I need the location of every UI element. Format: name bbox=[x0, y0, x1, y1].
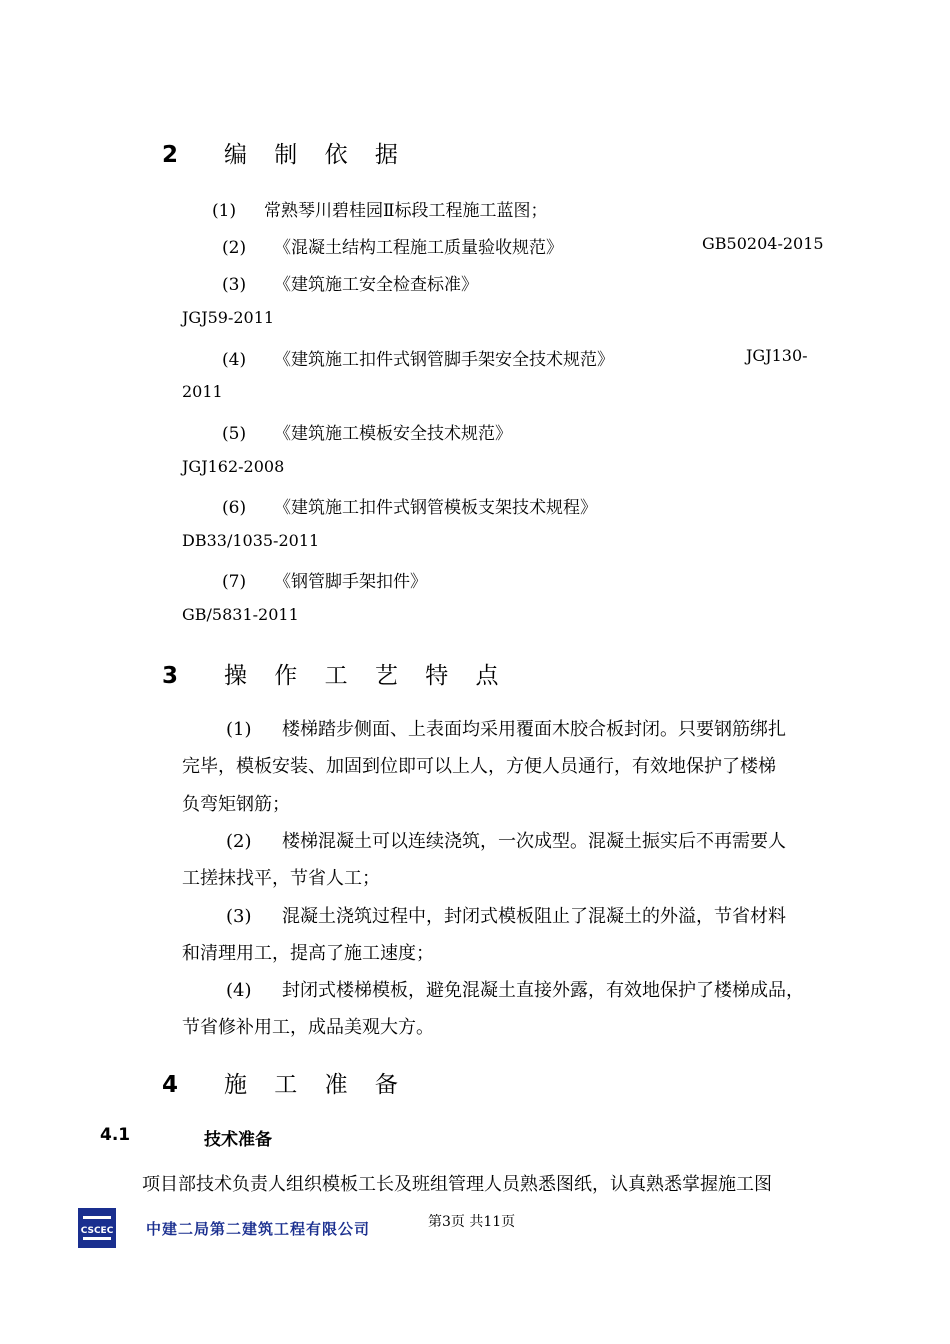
reference-code-continued: 2011 bbox=[182, 382, 223, 401]
reference-index: (7) bbox=[222, 572, 247, 592]
reference-code: JGJ162-2008 bbox=[182, 457, 285, 476]
feature-text: 混凝土浇筑过程中，封闭式模板阻止了混凝土的外溢，节省材料 bbox=[282, 906, 786, 927]
feature-item-line: 和清理用工，提高了施工速度； bbox=[182, 943, 434, 964]
reference-index: (4) bbox=[222, 350, 247, 370]
reference-title: 《建筑施工安全检查标准》 bbox=[274, 275, 478, 295]
footer-company-name: 中建二局第二建筑工程有限公司 bbox=[146, 1220, 371, 1238]
feature-text: 封闭式楼梯模板，避免混凝土直接外露，有效地保护了楼梯成品， bbox=[282, 980, 804, 1001]
section-4-heading bbox=[162, 1066, 408, 1099]
section-title: 编 制 依 据 bbox=[224, 142, 408, 168]
reference-code: GB/5831-2011 bbox=[182, 605, 299, 624]
reference-item bbox=[222, 233, 563, 258]
reference-item bbox=[222, 567, 427, 592]
feature-index: (2) bbox=[226, 831, 252, 852]
reference-code: GB50204-2015 bbox=[702, 234, 824, 253]
feature-text: 楼梯混凝土可以连续浇筑，一次成型。混凝土振实后不再需要人 bbox=[282, 831, 786, 852]
reference-item bbox=[222, 493, 597, 518]
feature-text: 楼梯踏步侧面、上表面均采用覆面木胶合板封闭。只要钢筋绑扎 bbox=[282, 719, 786, 740]
section-title: 操 作 工 艺 特 点 bbox=[224, 663, 509, 689]
reference-item bbox=[222, 419, 512, 444]
section-2-heading bbox=[162, 136, 408, 169]
reference-index: (2) bbox=[222, 238, 247, 258]
reference-title: 《混凝土结构工程施工质量验收规范》 bbox=[274, 238, 563, 258]
section-number: 3 bbox=[162, 663, 179, 689]
reference-title: 《建筑施工扣件式钢管模板支架技术规程》 bbox=[274, 498, 597, 518]
reference-item bbox=[222, 345, 614, 370]
feature-index: (4) bbox=[226, 980, 252, 1001]
footer-page-number: 第3页 共11页 bbox=[428, 1214, 516, 1230]
cscec-logo-icon bbox=[78, 1208, 116, 1248]
reference-index: (1) bbox=[212, 201, 237, 221]
feature-item-line bbox=[226, 827, 786, 853]
reference-index: (5) bbox=[222, 424, 247, 444]
subsection-title: 技术准备 bbox=[204, 1130, 272, 1150]
feature-index: (1) bbox=[226, 719, 252, 740]
feature-item-line: 负弯矩钢筋； bbox=[182, 794, 290, 815]
feature-item-line: 节省修补用工，成品美观大方。 bbox=[182, 1017, 434, 1038]
section-title: 施 工 准 备 bbox=[224, 1072, 408, 1098]
feature-item-line bbox=[226, 902, 786, 928]
reference-index: (3) bbox=[222, 275, 247, 295]
reference-title: 《钢管脚手架扣件》 bbox=[274, 572, 427, 592]
logo-text: CSCEC bbox=[80, 1226, 114, 1236]
feature-item-line: 完毕，模板安装、加固到位即可以上人，方便人员通行，有效地保护了楼梯 bbox=[182, 756, 776, 777]
body-paragraph: 项目部技术负责人组织模板工长及班组管理人员熟悉图纸，认真熟悉掌握施工图 bbox=[142, 1174, 772, 1195]
reference-index: (6) bbox=[222, 498, 247, 518]
reference-title: 常熟琴川碧桂园Ⅱ标段工程施工蓝图； bbox=[264, 201, 548, 221]
company-logo bbox=[78, 1208, 116, 1248]
reference-title: 《建筑施工扣件式钢管脚手架安全技术规范》 bbox=[274, 350, 614, 370]
section-3-heading bbox=[162, 657, 509, 690]
feature-item-line bbox=[226, 715, 786, 741]
reference-item bbox=[212, 196, 548, 221]
reference-item bbox=[222, 270, 478, 295]
reference-title: 《建筑施工模板安全技术规范》 bbox=[274, 424, 512, 444]
reference-code: DB33/1035-2011 bbox=[182, 531, 320, 550]
feature-index: (3) bbox=[226, 906, 252, 927]
section-number: 4 bbox=[162, 1072, 179, 1098]
reference-code: JGJ130- bbox=[746, 346, 808, 365]
reference-code: JGJ59-2011 bbox=[182, 308, 275, 327]
feature-item-line: 工搓抹找平，节省人工； bbox=[182, 868, 380, 889]
section-number: 2 bbox=[162, 142, 179, 168]
subsection-number: 4.1 bbox=[100, 1125, 131, 1145]
feature-item-line bbox=[226, 976, 804, 1002]
